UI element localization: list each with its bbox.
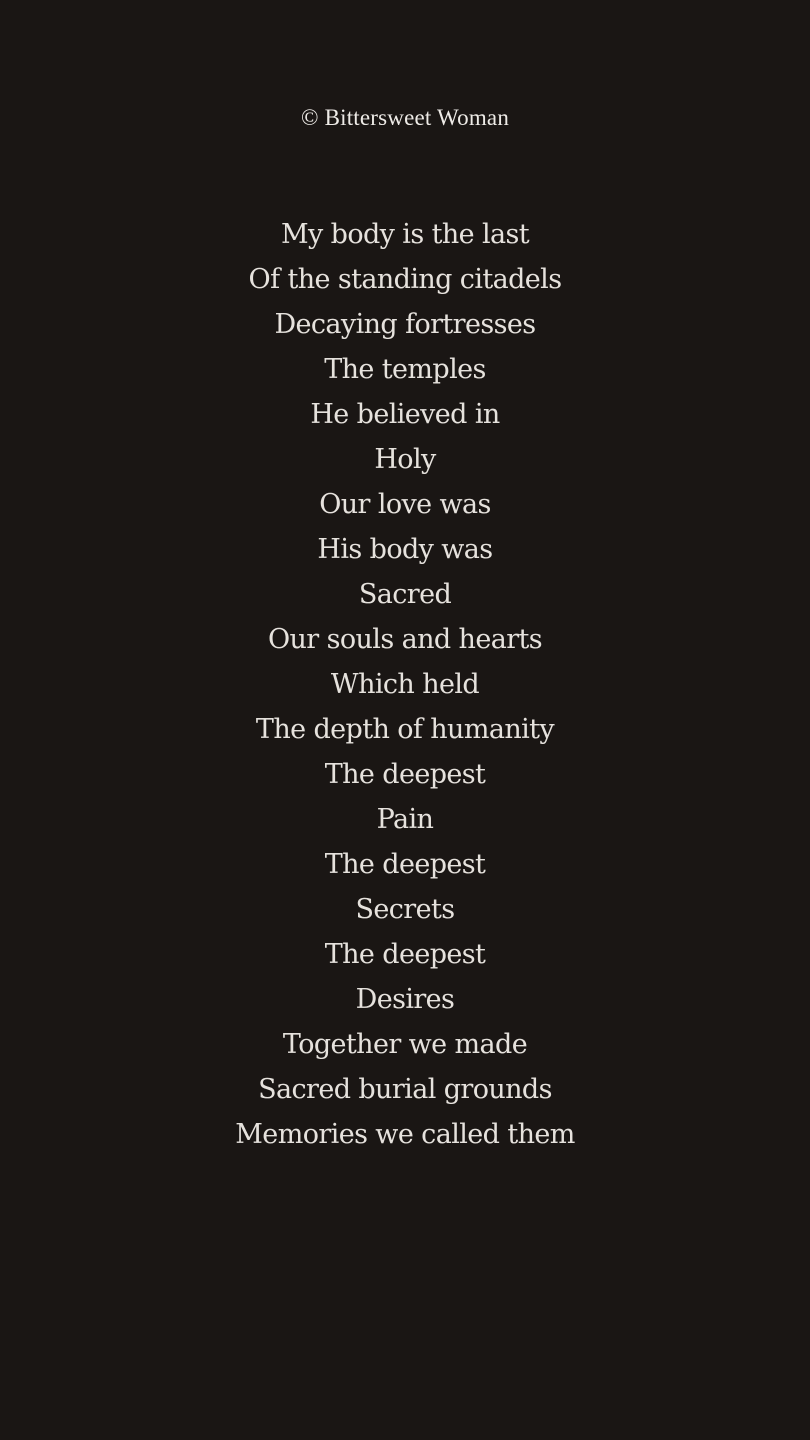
poem-line: The depth of humanity [255, 714, 555, 745]
poem-line: The deepest [324, 759, 486, 790]
poem-line: Decaying fortresses [274, 309, 536, 340]
poem-line: The temples [324, 354, 486, 385]
poem-line: Together we made [282, 1029, 528, 1060]
poem-line: Our love was [319, 489, 491, 520]
poem-line: Sacred burial grounds [258, 1074, 552, 1105]
poem-line: He believed in [310, 399, 500, 430]
poem-text [0, 212, 810, 1157]
poem-line: The deepest [324, 939, 486, 970]
poem-line: Desires [355, 984, 455, 1015]
poem-line: The deepest [324, 849, 486, 880]
poem-line: Of the standing citadels [248, 264, 562, 295]
poem-line: Sacred [358, 579, 452, 610]
poem-line: Memories we called them [235, 1119, 575, 1150]
author-credit: © Bittersweet Woman [300, 105, 510, 130]
poem-line: My body is the last [280, 219, 530, 250]
poem-line: Secrets [355, 894, 455, 925]
poem-line: His body was [317, 534, 493, 565]
poem-line: Pain [376, 804, 434, 835]
poem-line: Holy [374, 444, 436, 475]
poem-line: Our souls and hearts [267, 624, 543, 655]
poem-line: Which held [330, 669, 480, 700]
